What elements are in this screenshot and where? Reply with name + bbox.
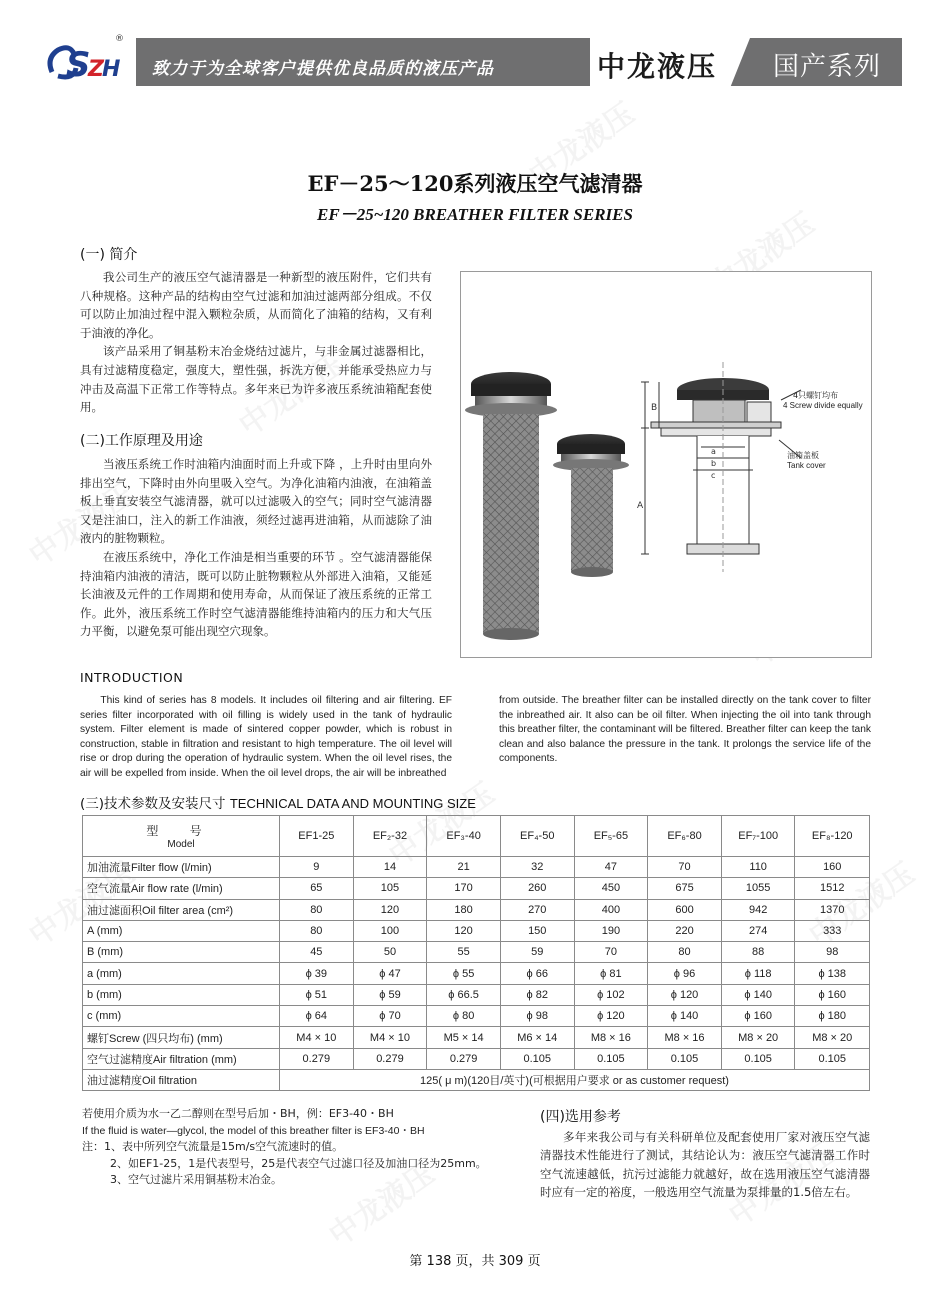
note-line: 2、如EF1-25，1是代表型号，25是代表空气过滤口径及加油口径为25mm。 <box>110 1156 487 1170</box>
dim-B-label: B <box>651 403 658 413</box>
table-cell: 65 <box>280 878 354 899</box>
table-cell: ϕ 120 <box>574 1006 648 1027</box>
section-principle-heading: (二)工作原理及用途 <box>80 433 203 449</box>
table-cell: 274 <box>721 920 795 941</box>
table-cell: 942 <box>721 899 795 920</box>
table-cell: ϕ 118 <box>721 963 795 984</box>
paragraph: 多年来我公司与有关科研单位及配套使用厂家对液压空气滤清器技术性能进行了测试，其结论认为：液压空气滤清器工作时空气流速越低，抗污过滤能力就越好，故在选用液压空气滤清器时应有一定的裕度，一般选用空气流量为泵排量的1.5倍左右。 <box>540 1130 870 1200</box>
table-cell: ϕ 180 <box>795 1006 870 1027</box>
table-cell: ϕ 160 <box>795 984 870 1005</box>
note-line: 若使用介质为水一乙二醇则在型号后加・BH，例：EF3-40・BH <box>82 1107 394 1120</box>
paragraph: 在液压系统中，净化工作油是相当重要的环节 。空气滤清器能保持油箱内油液的清洁，既可以防止脏物颗粒从外部进入油箱，又能延长油液及元件的工作周期和使用寿命，从而保证了液压系统的正常工作。此外，液压系统工作时空气滤清器能维持油箱内的压力和大气压力平衡，以避免泵可能出现空穴现象。 <box>80 549 432 639</box>
row-label: 加油流量Filter flow (l/min) <box>83 857 280 878</box>
table-cell: ϕ 55 <box>427 963 501 984</box>
table-cell: M8 × 20 <box>795 1027 870 1048</box>
table-row <box>83 878 870 899</box>
table-row <box>83 1048 870 1069</box>
table-cell: ϕ 82 <box>500 984 574 1005</box>
table-cell: 14 <box>353 857 427 878</box>
model-column-header: EF₇-100 <box>721 816 795 857</box>
large-filter-photo <box>465 372 557 640</box>
table-cell: 600 <box>648 899 722 920</box>
table-cell: 1055 <box>721 878 795 899</box>
table-cell: 110 <box>721 857 795 878</box>
table-row <box>83 1069 870 1090</box>
model-column-header: EF₂-32 <box>353 816 427 857</box>
tank-cover-label-cn: 油箱盖板 <box>787 451 819 460</box>
screws-label-cn: 4只螺钉均布 <box>793 391 839 400</box>
page-number: 第 138 页，共 309 页 <box>409 1254 541 1269</box>
table-cell: ϕ 39 <box>280 963 354 984</box>
section-principle-text <box>80 455 432 641</box>
table-cell: 270 <box>500 899 574 920</box>
model-column-header: EF₃-40 <box>427 816 501 857</box>
model-header-en: Model <box>167 839 195 850</box>
table-cell: 9 <box>280 857 354 878</box>
product-figure <box>460 271 872 658</box>
table-cell: 70 <box>648 857 722 878</box>
table-cell: 1512 <box>795 878 870 899</box>
model-column-header: EF₆-80 <box>648 816 722 857</box>
table-row <box>83 1006 870 1027</box>
paragraph: 我公司生产的液压空气滤清器是一种新型的液压附件，它们共有八种规格。这种产品的结构由空气过滤和加油过滤两部分组成。不仅可以防止加油过程中混入颗粒杂质，从而简化了油箱的结构，又有利于油液的净化。 <box>80 270 432 340</box>
table-cell: 120 <box>427 920 501 941</box>
selection-guide-heading: (四)选用参考 <box>540 1109 621 1125</box>
table-cell: 170 <box>427 878 501 899</box>
row-label: 螺钉Screw (四只均布) (mm) <box>83 1027 280 1048</box>
table-cell: 0.105 <box>721 1048 795 1069</box>
table-cell: 450 <box>574 878 648 899</box>
table-notes <box>82 1106 522 1189</box>
page-title: EF－25～120系列液压空气滤清器 <box>307 171 643 196</box>
company-logo <box>44 34 124 86</box>
model-header-cn: 型 号 <box>146 824 216 838</box>
table-row <box>83 1027 870 1048</box>
series-label: 国产系列 <box>773 52 882 82</box>
row-label: a (mm) <box>83 963 280 984</box>
table-cell: 0.105 <box>648 1048 722 1069</box>
introduction-heading: INTRODUCTION <box>80 670 184 685</box>
introduction-col1 <box>80 694 452 782</box>
table-cell: 675 <box>648 878 722 899</box>
spec-table <box>82 815 870 1091</box>
row-label: 油过滤面积Oil filter area (cm²) <box>83 899 280 920</box>
table-cell: ϕ 96 <box>648 963 722 984</box>
technical-data-heading-cn: (三)技术参数及安装尺寸 <box>80 796 226 812</box>
table-cell: ϕ 59 <box>353 984 427 1005</box>
table-cell: M8 × 20 <box>721 1027 795 1048</box>
table-cell: 0.105 <box>795 1048 870 1069</box>
table-cell: 59 <box>500 942 574 963</box>
table-cell: M6 × 14 <box>500 1027 574 1048</box>
note-line: 3、空气过滤片采用铜基粉末冶金。 <box>110 1173 282 1186</box>
table-cell: M8 × 16 <box>648 1027 722 1048</box>
table-cell: ϕ 66.5 <box>427 984 501 1005</box>
row-label: 油过滤精度Oil filtration <box>83 1069 280 1090</box>
paragraph: 当液压系统工作时油箱内油面时而上升或下降 ，上升时由里向外排出空气，下降时由外向里吸入空气。为净化油箱内油液，在油箱盖板上垂直安装空气滤清器，就可以过滤吸入的空气；同时空气滤清器又是注油口，注入的新工作油液，须经过滤再进油箱，从而滤除了油液内的脏物颗粒。 <box>80 457 432 546</box>
row-label: c (mm) <box>83 1006 280 1027</box>
paragraph: This kind of series has 8 models. It includes oil filtering and air filtering. EF series filter incorporated with oil filling is widely used in the tank of hydraulic system. Filter element is made of sintered copper powder, which is robust in construction, stable in filtration and resistant to high temperature. The oil level will rise or drop during the operation of hydraulic system. When the oil level rises, the air will be expelled from inside. When the oil level drops, the air will be inbreathed <box>80 695 452 779</box>
registered-mark: ® <box>115 34 124 44</box>
table-cell: 80 <box>280 920 354 941</box>
table-cell: 0.279 <box>353 1048 427 1069</box>
table-cell: ϕ 138 <box>795 963 870 984</box>
dim-A-label: A <box>637 501 644 511</box>
section-intro-text <box>80 268 432 417</box>
table-cell: 98 <box>795 942 870 963</box>
dim-c-label: c <box>711 471 716 480</box>
row-label: A (mm) <box>83 920 280 941</box>
note-line: If the fluid is water—glycol, the model of this breather filter is EF3-40・BH <box>82 1124 425 1137</box>
model-column-header: EF₅-65 <box>574 816 648 857</box>
model-column-header: EF1-25 <box>280 816 354 857</box>
row-label: B (mm) <box>83 942 280 963</box>
table-cell: ϕ 51 <box>280 984 354 1005</box>
paragraph: 该产品采用了铜基粉末冶金烧结过滤片，与非金属过滤器相比，具有过滤精度稳定，强度大，塑性强，拆洗方便，并能承受热应力与冲击及高温下正常工作等特点。多年来已为许多液压系统油箱配套使用。 <box>80 344 432 415</box>
table-cell: 50 <box>353 942 427 963</box>
table-cell: ϕ 66 <box>500 963 574 984</box>
table-cell: ϕ 140 <box>721 984 795 1005</box>
table-cell: 160 <box>795 857 870 878</box>
technical-data-heading-en: TECHNICAL DATA AND MOUNTING SIZE <box>229 796 476 811</box>
page-subtitle: EF－25~120 BREATHER FILTER SERIES <box>317 205 633 224</box>
introduction-col2 <box>499 694 871 767</box>
table-cell: 190 <box>574 920 648 941</box>
table-cell: ϕ 102 <box>574 984 648 1005</box>
table-cell: 333 <box>795 920 870 941</box>
table-cell: 88 <box>721 942 795 963</box>
table-cell: 80 <box>648 942 722 963</box>
brand-name: 中龙液压 <box>597 50 718 83</box>
tank-cover-label-en: Tank cover <box>787 461 826 470</box>
table-cell: ϕ 120 <box>648 984 722 1005</box>
table-cell: 45 <box>280 942 354 963</box>
small-filter-photo <box>553 434 629 577</box>
table-cell: M5 × 14 <box>427 1027 501 1048</box>
table-row <box>83 984 870 1005</box>
table-cell: 150 <box>500 920 574 941</box>
table-cell: 0.105 <box>574 1048 648 1069</box>
table-header-row <box>83 816 870 857</box>
oil-filtration-value: 125( μ m)(120目/英寸)(可根据用户要求 or as customer request) <box>280 1069 870 1090</box>
table-cell: M4 × 10 <box>353 1027 427 1048</box>
table-cell: 0.105 <box>500 1048 574 1069</box>
table-cell: 0.279 <box>427 1048 501 1069</box>
note-line: 注：1、表中所列空气流量是15m/s空气流速时的值。 <box>82 1140 344 1153</box>
technical-data-heading <box>80 792 476 812</box>
section-intro-heading: (一) 简介 <box>80 247 138 263</box>
table-cell: 120 <box>353 899 427 920</box>
model-header-cell <box>83 816 280 857</box>
row-label: b (mm) <box>83 984 280 1005</box>
dim-b-label: b <box>711 459 717 468</box>
model-column-header: EF₈-120 <box>795 816 870 857</box>
table-cell: 70 <box>574 942 648 963</box>
header-slogan: 致力于为全球客户提供优良品质的液压产品 <box>152 59 494 79</box>
table-cell: ϕ 47 <box>353 963 427 984</box>
table-cell: 21 <box>427 857 501 878</box>
table-cell: 220 <box>648 920 722 941</box>
svg-text:Z: Z <box>88 57 104 82</box>
model-column-header: EF₄-50 <box>500 816 574 857</box>
table-cell: ϕ 98 <box>500 1006 574 1027</box>
paragraph: from outside. The breather filter can be installed directly on the tank cover to filter the inbreathed air. It also can be oil filter. When injecting the oil into tank through this breather filter, the contaminant will be filtered. Breather filter can keep the tank clean and also balance the pressure in the tank. It prolongs the service life of the components. <box>499 695 871 765</box>
table-cell: M4 × 10 <box>280 1027 354 1048</box>
table-cell: 80 <box>280 899 354 920</box>
row-label: 空气过滤精度Air filtration (mm) <box>83 1048 280 1069</box>
screws-label-en: 4 Screw divide equally <box>783 401 863 410</box>
table-row <box>83 899 870 920</box>
table-cell: 260 <box>500 878 574 899</box>
table-cell: 180 <box>427 899 501 920</box>
table-row <box>83 857 870 878</box>
table-cell: 400 <box>574 899 648 920</box>
table-row <box>83 920 870 941</box>
dim-a-label: a <box>711 447 716 456</box>
table-cell: 0.279 <box>280 1048 354 1069</box>
table-cell: M8 × 16 <box>574 1027 648 1048</box>
table-cell: 32 <box>500 857 574 878</box>
svg-text:H: H <box>102 57 120 82</box>
table-cell: 47 <box>574 857 648 878</box>
table-cell: ϕ 64 <box>280 1006 354 1027</box>
mounting-drawing <box>641 362 801 572</box>
table-cell: 100 <box>353 920 427 941</box>
table-cell: 55 <box>427 942 501 963</box>
table-cell: ϕ 80 <box>427 1006 501 1027</box>
product-illustration <box>461 272 871 657</box>
table-cell: ϕ 160 <box>721 1006 795 1027</box>
selection-guide-text <box>540 1128 870 1202</box>
row-label: 空气流量Air flow rate (l/min) <box>83 878 280 899</box>
table-cell: 1370 <box>795 899 870 920</box>
table-row <box>83 963 870 984</box>
table-cell: ϕ 70 <box>353 1006 427 1027</box>
table-cell: ϕ 81 <box>574 963 648 984</box>
table-row <box>83 942 870 963</box>
svg-text:S: S <box>66 45 91 85</box>
table-cell: 105 <box>353 878 427 899</box>
table-cell: ϕ 140 <box>648 1006 722 1027</box>
